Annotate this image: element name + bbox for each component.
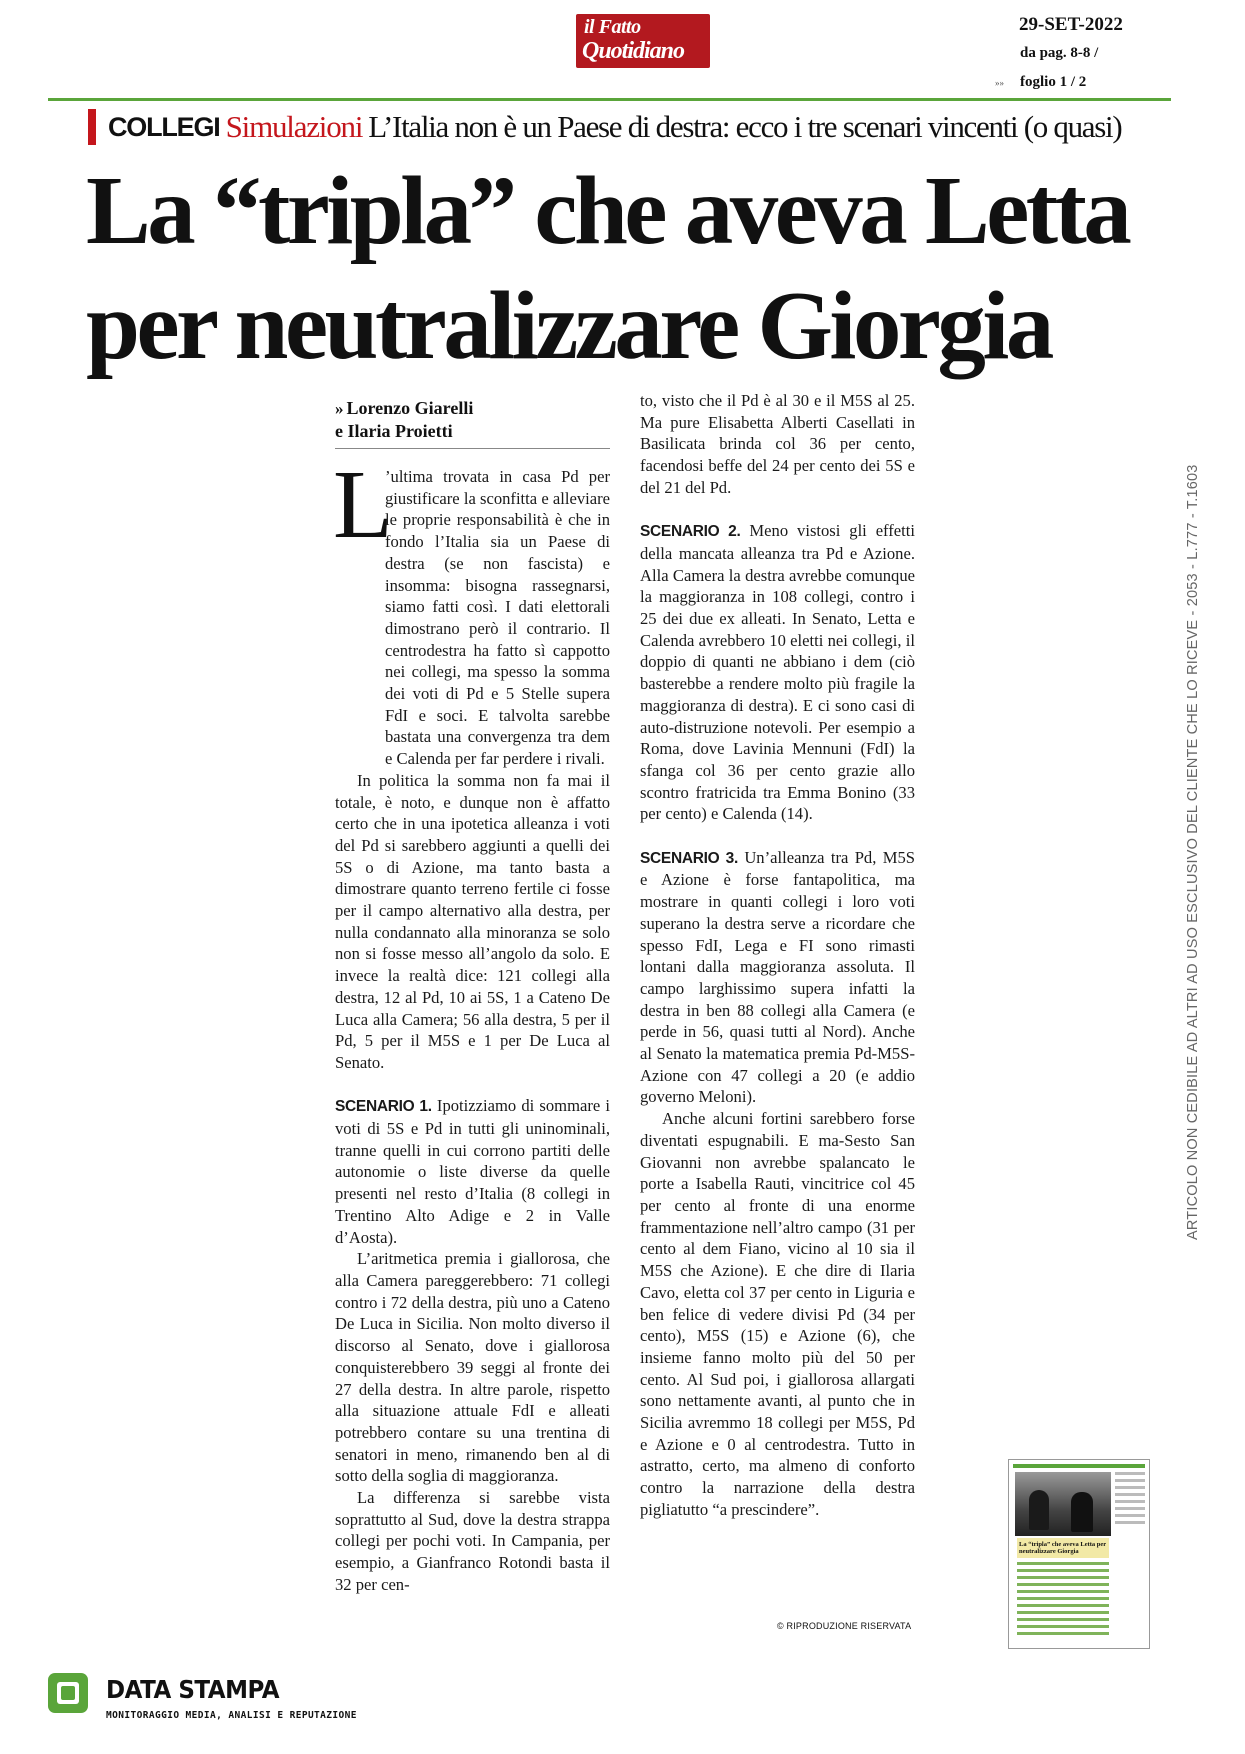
article-column-2 [640, 390, 915, 1521]
paragraph [335, 466, 610, 770]
paragraph: La differenza si sarebbe vista soprattutto al Sud, dove la destra strappa collegi per pochi voti. In Campania, per esempio, a Gianfranco Rotondi basta il 32 per cen- [335, 1488, 610, 1594]
paragraph [640, 520, 915, 825]
kicker-text: L’Italia non è un Paese di destra: ecco i tre scenari vincenti (o quasi) [368, 109, 1122, 144]
data-stampa-logo-icon [48, 1673, 88, 1713]
kicker-topic: Simulazioni [225, 109, 363, 144]
author-1: Lorenzo Giarelli [346, 398, 474, 418]
paragraph-text: ’ultima trovata in casa Pd per giustificare la sconfitta e alleviare le proprie responsabilità è che in fondo l’Italia sia un Paese di destra (se non fascista) e insomma: bisogna rassegnarsi, siamo fatti così. I dati elettorali dimostrano però il contrario. Il centrodestra ha fatto sì cappotto nei collegi, ma spesso la somma dei voti di Pd e 5 Stelle supera FdI e soci. E talvolta sarebbe bastata una convergenza tra dem e Calenda per far perdere i rivali. [385, 467, 610, 769]
sheet-reference: foglio 1 / 2 [1020, 74, 1087, 90]
paragraph [640, 847, 915, 1108]
publication-date: 29-SET-2022 [1019, 14, 1123, 35]
page-reference: da pag. 8-8 / [1020, 45, 1099, 61]
thumbnail-body [1017, 1562, 1109, 1639]
paragraph: Anche alcuni fortini sarebbero forse diventati espugnabili. E ma-Sesto San Giovanni non avrebbe spalancato le porte a Isabella Rauti, vincitrice col 45 per cento al fronte di una enorme frammentazione nell’altro campo (31 per cento al dem Fiano, vicino al 10 sia il M5S che Azione). E che dire di Ilaria Cavo, eletta col 37 per cento in Liguria e ben felice di vedere divisi Pd (34 per cento), M5S (15) e Azione (6), che insieme fanno molto più del 50 per cento. Al Sud poi, i giallorosa allargati sono nettamente avanti, al punto che in Sicilia avremmo 18 collegi per M5S, Pd e Azione e 0 al centrodestra. Tutto in astratto, certo, ma almeno di conforto contro la narrazione della destra pigliatutto “a prescindere”. [640, 1109, 915, 1519]
top-divider [48, 98, 1171, 101]
headline-line-1: La “tripla” che aveva Letta [86, 157, 1129, 264]
logo-line-1: il Fatto [584, 16, 641, 38]
paragraph [335, 1095, 610, 1248]
scenario-1-label: SCENARIO 1. [335, 1098, 432, 1116]
author-2: e Ilaria Proietti [335, 421, 453, 441]
sheet-arrow-icon: »» [995, 78, 1004, 88]
logo-line-2: Quotidiano [582, 38, 685, 64]
thumbnail-title: La “tripla” che aveva Letta per neutralizzare Giorgia [1017, 1538, 1109, 1558]
newspaper-logo [576, 14, 710, 68]
paragraph: L’aritmetica premia i giallorosa, che alla Camera pareggerebbero: 71 collegi contro i 72 della destra, più uno a Cateno De Luca in Sicilia. Non molto diverso il discorso al Senato, dove i giallorosa conquisterebbero 39 seggi al fronte dei 27 della destra. In altre parole, rispetto alla situazione attuale FdI e alleati potrebbero contare su una trentina di senatori in meno, rimanendo ben al di sotto della soglia di maggioranza. [335, 1249, 610, 1486]
thumbnail-sidebar [1115, 1472, 1145, 1552]
paragraph-text: Meno vistosi gli effetti della mancata alleanza tra Pd e Azione. Alla Camera la destra avrebbe comunque la maggioranza in 108 collegi, contro i 25 dei due ex alleati. In Senato, Letta e Calenda avrebbero 10 eletti nei collegi, il doppio di quanti ne abbiano i dem (ciò basterebbe a rendere molto più fragile la maggioranza di destra). E ci sono casi di auto-distruzione notevoli. Per esempio a Roma, dove Lavinia Mennuni (FdI) la sfanga col 36 per cento grazie allo scontro fratricida tra Emma Bonino (33 per cento) e Calenda (14). [640, 521, 916, 824]
paragraph: to, visto che il Pd è al 30 e il M5S al 25. Ma pure Elisabetta Alberti Casellati in Basilicata brinda col 36 per cento, facendosi beffe del 24 per cento dei 5S e del 21 del Pd. [640, 391, 915, 497]
drop-cap: L [333, 451, 393, 559]
byline-arrow-icon: » [335, 399, 344, 418]
scenario-3-label: SCENARIO 3. [640, 849, 738, 867]
scenario-2-label: SCENARIO 2. [640, 523, 741, 541]
article-column-1 [335, 466, 610, 1596]
kicker [88, 108, 1121, 146]
thumbnail-rule [1013, 1464, 1145, 1468]
byline-divider [335, 448, 610, 449]
side-disclaimer: ARTICOLO NON CEDIBILE AD ALTRI AD USO ESCLUSIVO DEL CLIENTE CHE LO RICEVE - 2053 - L.777 - T.1603 [1185, 464, 1201, 1240]
footer-brand: DATA STAMPA [106, 1676, 280, 1705]
page-thumbnail[interactable] [1008, 1459, 1150, 1649]
paragraph-text: Un’alleanza tra Pd, M5S e Azione è forse fantapolitica, ma mostrare in quanti collegi i loro voti superano la destra serve a ricordare che spesso FdI, Lega e FI sono rimasti lontani dalla maggioranza assoluta. Il campo larghissimo supera infatti la destra in ben 88 collegi alla Camera (e perde in 56, quasi tutti al Nord). Anche al Senato la matematica premia Pd-M5S-Azione con 47 collegi a 20 (e addio governo Meloni). [640, 847, 916, 1107]
paragraph: In politica la somma non fa mai il totale, è noto, e dunque non è affatto certo che in una ipotetica alleanza i voti del Pd si sarebbero aggiunti a quelli dei 5S o di Azione, ma tanto basta a dimostrare quanto terreno fertile ci fosse per il campo alternativo alla destra, per nulla condannato alla minoranza se solo non si fosse messo all’angolo da solo. E invece la realtà dice: 121 collegi alla destra, 12 al Pd, 10 ai 5S, 1 a Cateno De Luca alla Camera; 56 alla destra, 5 per il Pd, 5 per il M5S e 1 per De Luca al Senato. [335, 770, 610, 1072]
thumbnail-photo [1015, 1472, 1111, 1536]
kicker-bar [88, 109, 96, 145]
byline [335, 397, 610, 442]
headline-line-2: per neutralizzare Giorgia [86, 272, 1051, 379]
footer-tagline: MONITORAGGIO MEDIA, ANALISI E REPUTAZIONE [106, 1710, 357, 1721]
kicker-section: COLLEGI [108, 111, 220, 142]
copyright-notice: © RIPRODUZIONE RISERVATA [777, 1621, 912, 1631]
paragraph-text: Ipotizziamo di sommare i voti di 5S e Pd in tutti gli uninominali, tranne quelli in cui corrono partiti delle autonomie o liste diverse da quelle presenti nel resto d’Italia (8 collegi in Trentino Alto Adige e 2 in Valle d’Aosta). [335, 1096, 611, 1247]
